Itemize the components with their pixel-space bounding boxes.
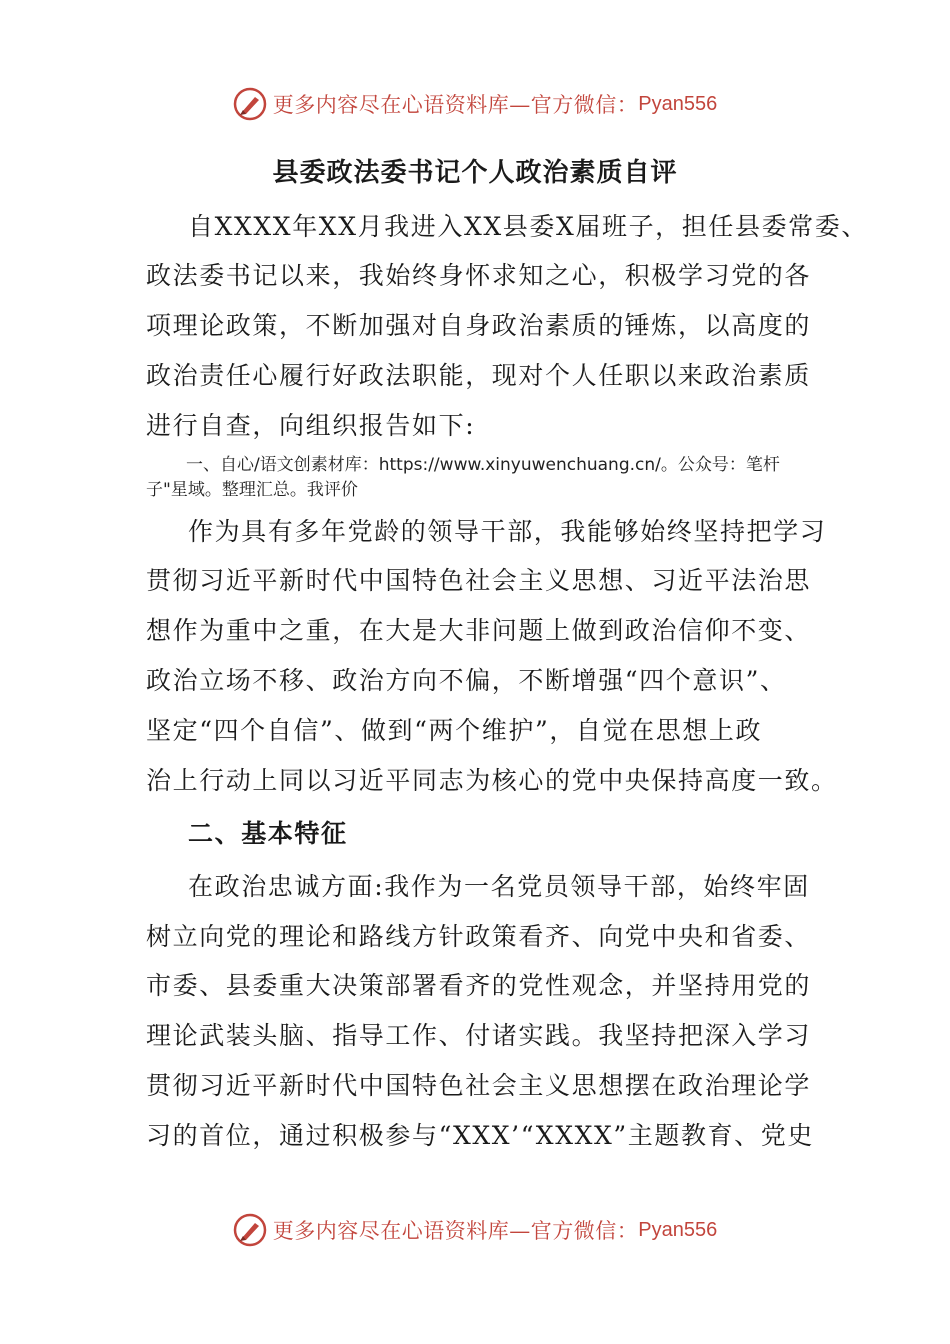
intro-line: 政法委书记以来，我始终身怀求知之心，积极学习党的各 — [146, 261, 812, 290]
body-line: 政治立场不移、政治方向不偏，不断增强“四个意识”、 — [146, 666, 787, 695]
document-title: 县委政法委书记个人政治素质自评 — [272, 158, 678, 188]
body-line: 作为具有多年党龄的领导干部，我能够始终坚持把学习 — [188, 517, 827, 546]
watermark-banner-bottom — [0, 1208, 950, 1252]
body-line: 市委、县委重大决策部署看齐的党性观念，并坚持用党的 — [146, 971, 812, 1000]
body-line: 理论武装头脑、指导工作、付诸实践。我坚持把深入学习 — [146, 1021, 812, 1050]
source-note-line: 一、自心/语文创素材库：https://www.xinyuwenchuang.cn/。公众号：笔杆 — [186, 455, 780, 475]
body-line: 树立向党的理论和路线方针政策看齐、向党中央和省委、 — [146, 922, 812, 951]
body-line: 想作为重中之重，在大是大非问题上做到政治信仰不变、 — [146, 616, 812, 645]
section-heading: 二、基本特征 — [188, 819, 348, 848]
watermark-text: 更多内容尽在心语资料库—官方微信： — [272, 93, 639, 117]
watermark-text: 更多内容尽在心语资料库—官方微信： — [272, 1219, 639, 1243]
body-line: 坚定“四个自信”、做到“两个维护”，自觉在思想上政 — [146, 716, 763, 745]
source-note-line: 子"星域。整理汇总。我评价 — [146, 480, 358, 500]
body-line: 贯彻习近平新时代中国特色社会主义思想、习近平法治思 — [146, 566, 812, 595]
watermark-wechat-id: Pyan556 — [638, 1218, 718, 1241]
pen-logo-icon — [233, 87, 267, 121]
intro-line: 进行自查，向组织报告如下: — [146, 411, 476, 440]
body-line: 治上行动上同以习近平同志为核心的党中央保持高度一致。 — [146, 766, 838, 795]
intro-line: 项理论政策，不断加强对自身政治素质的锤炼，以高度的 — [146, 311, 812, 340]
watermark-banner-top — [0, 82, 950, 126]
intro-line: 政治责任心履行好政法职能，现对个人任职以来政治素质 — [146, 361, 812, 390]
body-line: 在政治忠诚方面:我作为一名党员领导干部，始终牢固 — [188, 872, 810, 901]
intro-line: 自XXXX年XX月我进入XX县委X届班子，担任县委常委、 — [188, 212, 868, 241]
pen-logo-icon — [233, 1213, 267, 1247]
body-line: 贯彻习近平新时代中国特色社会主义思想摆在政治理论学 — [146, 1071, 812, 1100]
body-line: 习的首位，通过积极参与“XXX’“XXXX”主题教育、党史 — [146, 1121, 814, 1150]
watermark-wechat-id: Pyan556 — [638, 92, 718, 115]
